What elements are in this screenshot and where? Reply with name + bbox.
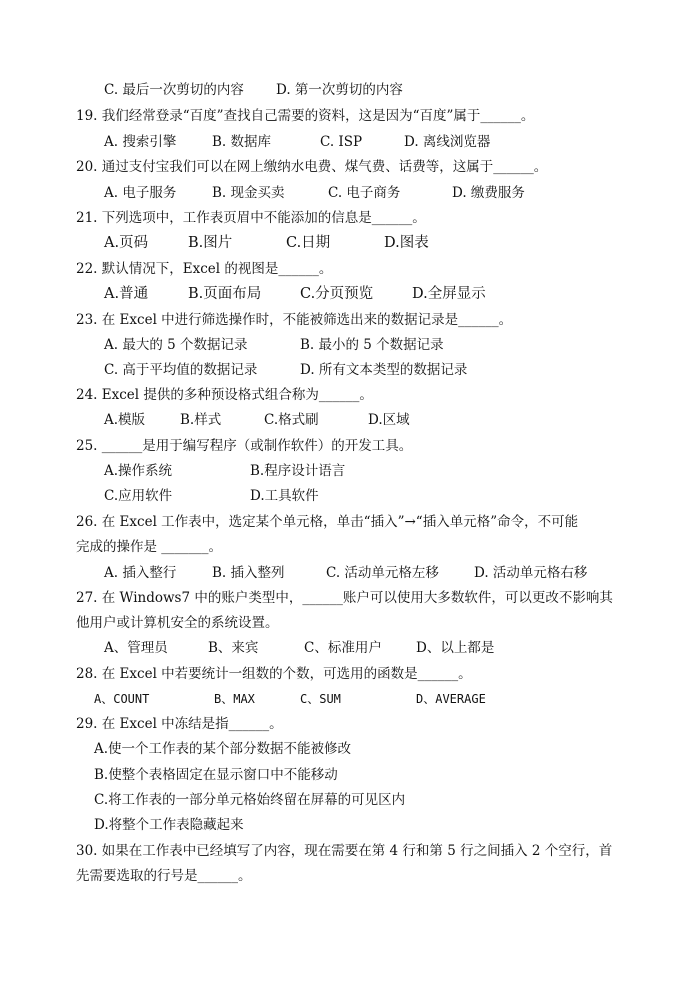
q29-option-d: D.将整个工作表隐藏起来 (94, 817, 244, 833)
q28-option-c: C、SUM (300, 692, 341, 706)
q20-option-d: D. 缴费服务 (452, 185, 525, 201)
q26-option-b: B. 插入整列 (212, 565, 285, 581)
q28-option-b: B、MAX (214, 692, 255, 706)
q30-stem-line2: 先需要选取的行号是______。 (76, 868, 252, 884)
q20-option-a: A. 电子服务 (104, 185, 177, 201)
q27-option-c: C、标准用户 (304, 640, 382, 656)
q23-option-c: C. 高于平均值的数据记录 (104, 362, 258, 378)
q19-option-a: A. 搜索引擎 (104, 134, 177, 150)
q20-option-c: C. 电子商务 (328, 185, 401, 201)
q28-stem: 28. 在 Excel 中若要统计一组数的个数，可选用的函数是______。 (76, 666, 472, 682)
q27-stem-line1: 27. 在 Windows7 中的账户类型中，______账户可以使用大多数软件，可以更改不影响其 (76, 590, 613, 606)
q29-option-c: C.将工作表的一部分单元格始终留在屏幕的可见区内 (94, 792, 406, 808)
q26-option-d: D. 活动单元格右移 (474, 565, 588, 581)
q22-stem: 22. 默认情况下，Excel 的视图是______。 (76, 261, 333, 277)
q18-option-d: D. 第一次剪切的内容 (276, 82, 403, 98)
q29-option-a: A.使一个工作表的某个部分数据不能被修改 (94, 741, 352, 757)
q23-option-d: D. 所有文本类型的数据记录 (300, 362, 468, 378)
q22-option-d: D.全屏显示 (412, 286, 486, 302)
q25-option-a: A.操作系统 (104, 463, 173, 479)
q21-option-b: B.图片 (188, 235, 233, 251)
q22-option-c: C.分页预览 (300, 286, 374, 302)
q19-stem: 19. 我们经常登录“百度”查找自己需要的资料，这是因为“百度”属于______。 (76, 108, 535, 124)
q25-option-b: B.程序设计语言 (250, 463, 346, 479)
q19-option-b: B. 数据库 (212, 134, 272, 150)
q27-option-d: D、以上都是 (416, 640, 495, 656)
q26-option-c: C. 活动单元格左移 (326, 565, 439, 581)
q24-option-d: D.区域 (368, 412, 410, 428)
q23-stem: 23. 在 Excel 中进行筛选操作时，不能被筛选出来的数据记录是______。 (76, 312, 513, 328)
q22-option-b: B.页面布局 (188, 286, 262, 302)
q21-stem: 21. 下列选项中，工作表页眉中不能添加的信息是______。 (76, 210, 426, 226)
q21-option-a: A.页码 (104, 235, 149, 251)
q24-option-c: C.格式刷 (264, 412, 319, 428)
q26-stem-line2: 完成的操作是 _______。 (76, 539, 223, 555)
q18-option-c: C. 最后一次剪切的内容 (104, 82, 244, 98)
q25-option-c: C.应用软件 (104, 488, 173, 504)
q28-option-a: A、COUNT (94, 692, 150, 706)
q26-option-a: A. 插入整行 (104, 565, 177, 581)
q27-stem-line2: 他用户或计算机安全的系统设置。 (76, 615, 279, 631)
q19-option-c: C. ISP (320, 134, 363, 150)
q29-stem: 29. 在 Excel 中冻结是指______。 (76, 716, 283, 732)
q26-stem-line1: 26. 在 Excel 工作表中，选定某个单元格，单击“插入”→“插入单元格”命令，不可能 (76, 514, 579, 530)
q24-option-b: B.样式 (180, 412, 222, 428)
q30-stem-line1: 30. 如果在工作表中已经填写了内容，现在需要在第 4 行和第 5 行之间插入 2 个空行，首 (76, 843, 613, 859)
q20-stem: 20. 通过支付宝我们可以在网上缴纳水电费、煤气费、话费等，这属于______。 (76, 159, 548, 175)
q21-option-d: D.图表 (384, 235, 429, 251)
q22-option-a: A.普通 (104, 286, 149, 302)
q28-option-d: D、AVERAGE (416, 692, 486, 706)
q21-option-c: C.日期 (286, 235, 331, 251)
q25-option-d: D.工具软件 (250, 488, 319, 504)
q27-option-b: B、来宾 (208, 640, 259, 656)
q20-option-b: B. 现金买卖 (212, 185, 285, 201)
q29-option-b: B.使整个表格固定在显示窗口中不能移动 (94, 767, 338, 783)
q27-option-a: A、管理员 (104, 640, 168, 656)
q24-option-a: A.模版 (104, 412, 146, 428)
q19-option-d: D. 离线浏览器 (404, 134, 491, 150)
q23-option-b: B. 最小的 5 个数据记录 (300, 337, 444, 353)
q25-stem: 25. ______是用于编写程序（或制作软件）的开发工具。 (76, 438, 413, 454)
q23-option-a: A. 最大的 5 个数据记录 (104, 337, 248, 353)
q24-stem: 24. Excel 提供的多种预设格式组合称为______。 (76, 387, 373, 403)
